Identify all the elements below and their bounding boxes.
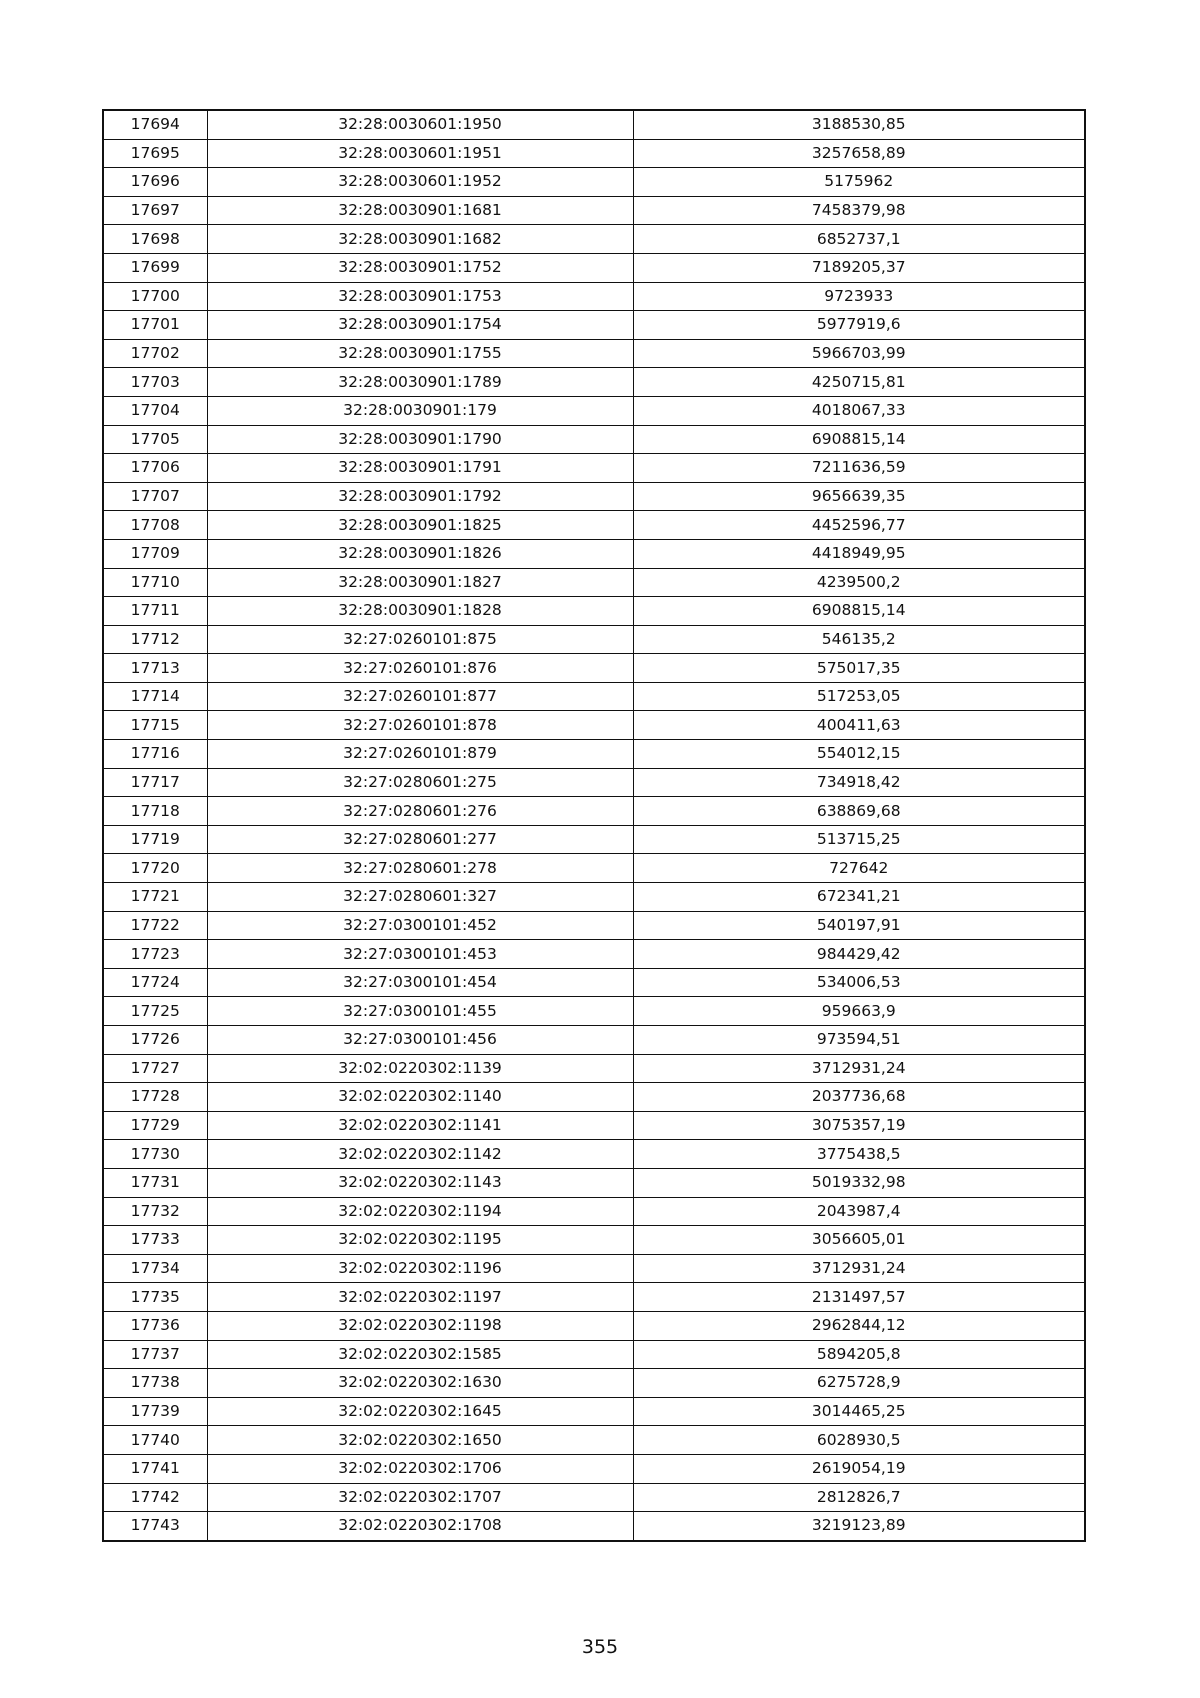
- table-row: [103, 139, 1085, 168]
- table-row: [103, 539, 1085, 568]
- table-row: [103, 825, 1085, 854]
- cadastral-number-cell: 32:02:0220302:1585: [207, 1340, 633, 1369]
- cadastral-value-cell: 3056605,01: [633, 1226, 1085, 1255]
- cadastral-number-cell: 32:02:0220302:1198: [207, 1311, 633, 1340]
- row-number-cell: 17700: [103, 282, 207, 311]
- row-number-cell: 17701: [103, 311, 207, 340]
- cadastral-value-cell: 4250715,81: [633, 368, 1085, 397]
- table-row: [103, 1083, 1085, 1112]
- cadastral-value-cell: 534006,53: [633, 968, 1085, 997]
- cadastral-number-cell: 32:28:0030901:1825: [207, 511, 633, 540]
- cadastral-number-cell: 32:27:0280601:278: [207, 854, 633, 883]
- table-row: [103, 1026, 1085, 1055]
- table-row: [103, 768, 1085, 797]
- cadastral-number-cell: 32:28:0030901:1755: [207, 339, 633, 368]
- cadastral-value-cell: 959663,9: [633, 997, 1085, 1026]
- cadastral-value-cell: 5894205,8: [633, 1340, 1085, 1369]
- row-number-cell: 17697: [103, 196, 207, 225]
- cadastral-value-cell: 6852737,1: [633, 225, 1085, 254]
- row-number-cell: 17695: [103, 139, 207, 168]
- row-number-cell: 17729: [103, 1111, 207, 1140]
- cadastral-value-cell: 2131497,57: [633, 1283, 1085, 1312]
- row-number-cell: 17713: [103, 654, 207, 683]
- table-row: [103, 740, 1085, 769]
- cadastral-value-cell: 3014465,25: [633, 1397, 1085, 1426]
- row-number-cell: 17703: [103, 368, 207, 397]
- cadastral-number-cell: 32:27:0280601:276: [207, 797, 633, 826]
- cadastral-number-cell: 32:02:0220302:1197: [207, 1283, 633, 1312]
- table-row: [103, 482, 1085, 511]
- table-row: [103, 997, 1085, 1026]
- cadastral-value-cell: 6028930,5: [633, 1426, 1085, 1455]
- cadastral-value-cell: 6908815,14: [633, 425, 1085, 454]
- table-row: [103, 854, 1085, 883]
- row-number-cell: 17708: [103, 511, 207, 540]
- table-row: [103, 654, 1085, 683]
- table-row: [103, 1512, 1085, 1541]
- table-row: [103, 425, 1085, 454]
- row-number-cell: 17735: [103, 1283, 207, 1312]
- cadastral-value-cell: 672341,21: [633, 883, 1085, 912]
- cadastral-number-cell: 32:02:0220302:1650: [207, 1426, 633, 1455]
- table-row: [103, 196, 1085, 225]
- cadastral-number-cell: 32:27:0260101:879: [207, 740, 633, 769]
- cadastral-value-cell: 3075357,19: [633, 1111, 1085, 1140]
- cadastral-value-cell: 513715,25: [633, 825, 1085, 854]
- table-row: [103, 1454, 1085, 1483]
- cadastral-number-cell: 32:28:0030901:1828: [207, 597, 633, 626]
- cadastral-value-cell: 7189205,37: [633, 253, 1085, 282]
- page-number: 355: [581, 1636, 619, 1658]
- row-number-cell: 17734: [103, 1254, 207, 1283]
- cadastral-number-cell: 32:02:0220302:1706: [207, 1454, 633, 1483]
- cadastral-value-cell: 2037736,68: [633, 1083, 1085, 1112]
- table-row: [103, 110, 1085, 139]
- row-number-cell: 17718: [103, 797, 207, 826]
- cadastral-value-cell: 5019332,98: [633, 1168, 1085, 1197]
- cadastral-number-cell: 32:27:0260101:877: [207, 682, 633, 711]
- row-number-cell: 17702: [103, 339, 207, 368]
- table-row: [103, 1426, 1085, 1455]
- cadastral-number-cell: 32:02:0220302:1707: [207, 1483, 633, 1512]
- cadastral-number-cell: 32:27:0280601:277: [207, 825, 633, 854]
- row-number-cell: 17715: [103, 711, 207, 740]
- row-number-cell: 17730: [103, 1140, 207, 1169]
- table-row: [103, 339, 1085, 368]
- table-row: [103, 1483, 1085, 1512]
- row-number-cell: 17719: [103, 825, 207, 854]
- cadastral-number-cell: 32:02:0220302:1141: [207, 1111, 633, 1140]
- row-number-cell: 17711: [103, 597, 207, 626]
- table-row: [103, 396, 1085, 425]
- cadastral-value-cell: 3712931,24: [633, 1054, 1085, 1083]
- cadastral-value-cell: 3712931,24: [633, 1254, 1085, 1283]
- row-number-cell: 17723: [103, 940, 207, 969]
- table-row: [103, 883, 1085, 912]
- table-row: [103, 797, 1085, 826]
- table-body: [103, 110, 1085, 1541]
- cadastral-value-cell: 6908815,14: [633, 597, 1085, 626]
- cadastral-number-cell: 32:27:0260101:876: [207, 654, 633, 683]
- row-number-cell: 17736: [103, 1311, 207, 1340]
- cadastral-value-cell: 5966703,99: [633, 339, 1085, 368]
- cadastral-number-cell: 32:27:0280601:275: [207, 768, 633, 797]
- table-row: [103, 1254, 1085, 1283]
- row-number-cell: 17721: [103, 883, 207, 912]
- row-number-cell: 17738: [103, 1369, 207, 1398]
- cadastral-value-cell: 6275728,9: [633, 1369, 1085, 1398]
- table-row: [103, 368, 1085, 397]
- cadastral-value-cell: 9656639,35: [633, 482, 1085, 511]
- cadastral-value-cell: 734918,42: [633, 768, 1085, 797]
- cadastral-value-cell: 727642: [633, 854, 1085, 883]
- cadastral-value-cell: 9723933: [633, 282, 1085, 311]
- row-number-cell: 17725: [103, 997, 207, 1026]
- cadastral-number-cell: 32:02:0220302:1142: [207, 1140, 633, 1169]
- table-row: [103, 568, 1085, 597]
- row-number-cell: 17699: [103, 253, 207, 282]
- row-number-cell: 17709: [103, 539, 207, 568]
- row-number-cell: 17717: [103, 768, 207, 797]
- cadastral-value-cell: 554012,15: [633, 740, 1085, 769]
- cadastral-number-cell: 32:28:0030901:1682: [207, 225, 633, 254]
- row-number-cell: 17698: [103, 225, 207, 254]
- cadastral-number-cell: 32:27:0300101:452: [207, 911, 633, 940]
- table-row: [103, 1369, 1085, 1398]
- cadastral-value-table: [102, 109, 1086, 1542]
- cadastral-value-cell: 4239500,2: [633, 568, 1085, 597]
- cadastral-number-cell: 32:28:0030901:1790: [207, 425, 633, 454]
- row-number-cell: 17741: [103, 1454, 207, 1483]
- cadastral-number-cell: 32:28:0030901:1754: [207, 311, 633, 340]
- cadastral-value-cell: 2619054,19: [633, 1454, 1085, 1483]
- cadastral-value-cell: 4418949,95: [633, 539, 1085, 568]
- cadastral-number-cell: 32:27:0260101:875: [207, 625, 633, 654]
- cadastral-number-cell: 32:28:0030901:1792: [207, 482, 633, 511]
- row-number-cell: 17712: [103, 625, 207, 654]
- cadastral-number-cell: 32:28:0030901:1791: [207, 454, 633, 483]
- table-row: [103, 311, 1085, 340]
- row-number-cell: 17704: [103, 396, 207, 425]
- row-number-cell: 17705: [103, 425, 207, 454]
- cadastral-number-cell: 32:28:0030901:179: [207, 396, 633, 425]
- row-number-cell: 17737: [103, 1340, 207, 1369]
- table-row: [103, 168, 1085, 197]
- row-number-cell: 17722: [103, 911, 207, 940]
- cadastral-number-cell: 32:02:0220302:1196: [207, 1254, 633, 1283]
- table-row: [103, 1197, 1085, 1226]
- table-row: [103, 225, 1085, 254]
- row-number-cell: 17732: [103, 1197, 207, 1226]
- cadastral-number-cell: 32:02:0220302:1194: [207, 1197, 633, 1226]
- row-number-cell: 17733: [103, 1226, 207, 1255]
- row-number-cell: 17707: [103, 482, 207, 511]
- table-row: [103, 1111, 1085, 1140]
- table-row: [103, 968, 1085, 997]
- cadastral-number-cell: 32:27:0260101:878: [207, 711, 633, 740]
- cadastral-value-cell: 4452596,77: [633, 511, 1085, 540]
- row-number-cell: 17739: [103, 1397, 207, 1426]
- cadastral-value-cell: 7458379,98: [633, 196, 1085, 225]
- cadastral-number-cell: 32:27:0300101:454: [207, 968, 633, 997]
- row-number-cell: 17740: [103, 1426, 207, 1455]
- table-row: [103, 282, 1085, 311]
- table-row: [103, 1311, 1085, 1340]
- table-row: [103, 597, 1085, 626]
- cadastral-value-cell: 540197,91: [633, 911, 1085, 940]
- row-number-cell: 17727: [103, 1054, 207, 1083]
- row-number-cell: 17726: [103, 1026, 207, 1055]
- table-row: [103, 682, 1085, 711]
- cadastral-number-cell: 32:28:0030601:1950: [207, 110, 633, 139]
- table-row: [103, 711, 1085, 740]
- cadastral-number-cell: 32:02:0220302:1708: [207, 1512, 633, 1541]
- cadastral-value-cell: 984429,42: [633, 940, 1085, 969]
- cadastral-number-cell: 32:27:0300101:455: [207, 997, 633, 1026]
- cadastral-number-cell: 32:28:0030901:1681: [207, 196, 633, 225]
- row-number-cell: 17743: [103, 1512, 207, 1541]
- row-number-cell: 17720: [103, 854, 207, 883]
- cadastral-value-cell: 2812826,7: [633, 1483, 1085, 1512]
- row-number-cell: 17710: [103, 568, 207, 597]
- cadastral-number-cell: 32:28:0030901:1827: [207, 568, 633, 597]
- table-row: [103, 1168, 1085, 1197]
- cadastral-value-cell: 7211636,59: [633, 454, 1085, 483]
- table-row: [103, 1340, 1085, 1369]
- cadastral-value-cell: 5175962: [633, 168, 1085, 197]
- cadastral-value-cell: 517253,05: [633, 682, 1085, 711]
- table-row: [103, 940, 1085, 969]
- cadastral-value-cell: 638869,68: [633, 797, 1085, 826]
- cadastral-number-cell: 32:28:0030901:1752: [207, 253, 633, 282]
- cadastral-number-cell: 32:28:0030601:1952: [207, 168, 633, 197]
- row-number-cell: 17714: [103, 682, 207, 711]
- table-row: [103, 625, 1085, 654]
- cadastral-value-cell: 575017,35: [633, 654, 1085, 683]
- cadastral-number-cell: 32:02:0220302:1195: [207, 1226, 633, 1255]
- cadastral-value-cell: 546135,2: [633, 625, 1085, 654]
- table-row: [103, 1283, 1085, 1312]
- cadastral-number-cell: 32:02:0220302:1630: [207, 1369, 633, 1398]
- row-number-cell: 17716: [103, 740, 207, 769]
- cadastral-number-cell: 32:27:0280601:327: [207, 883, 633, 912]
- cadastral-value-cell: 3257658,89: [633, 139, 1085, 168]
- cadastral-number-cell: 32:02:0220302:1143: [207, 1168, 633, 1197]
- table-row: [103, 511, 1085, 540]
- cadastral-value-cell: 3188530,85: [633, 110, 1085, 139]
- row-number-cell: 17728: [103, 1083, 207, 1112]
- table-row: [103, 1140, 1085, 1169]
- row-number-cell: 17696: [103, 168, 207, 197]
- cadastral-value-cell: 4018067,33: [633, 396, 1085, 425]
- cadastral-number-cell: 32:28:0030901:1789: [207, 368, 633, 397]
- table-row: [103, 1054, 1085, 1083]
- cadastral-number-cell: 32:02:0220302:1139: [207, 1054, 633, 1083]
- row-number-cell: 17724: [103, 968, 207, 997]
- table-row: [103, 1397, 1085, 1426]
- cadastral-value-cell: 2962844,12: [633, 1311, 1085, 1340]
- table-row: [103, 454, 1085, 483]
- cadastral-number-cell: 32:27:0300101:456: [207, 1026, 633, 1055]
- row-number-cell: 17706: [103, 454, 207, 483]
- row-number-cell: 17731: [103, 1168, 207, 1197]
- cadastral-value-cell: 3775438,5: [633, 1140, 1085, 1169]
- cadastral-number-cell: 32:27:0300101:453: [207, 940, 633, 969]
- row-number-cell: 17742: [103, 1483, 207, 1512]
- cadastral-value-cell: 2043987,4: [633, 1197, 1085, 1226]
- table-row: [103, 1226, 1085, 1255]
- table-row: [103, 253, 1085, 282]
- cadastral-number-cell: 32:02:0220302:1140: [207, 1083, 633, 1112]
- cadastral-value-cell: 5977919,6: [633, 311, 1085, 340]
- cadastral-number-cell: 32:02:0220302:1645: [207, 1397, 633, 1426]
- row-number-cell: 17694: [103, 110, 207, 139]
- cadastral-number-cell: 32:28:0030601:1951: [207, 139, 633, 168]
- cadastral-value-cell: 973594,51: [633, 1026, 1085, 1055]
- cadastral-value-cell: 400411,63: [633, 711, 1085, 740]
- cadastral-number-cell: 32:28:0030901:1826: [207, 539, 633, 568]
- cadastral-number-cell: 32:28:0030901:1753: [207, 282, 633, 311]
- cadastral-value-cell: 3219123,89: [633, 1512, 1085, 1541]
- table-row: [103, 911, 1085, 940]
